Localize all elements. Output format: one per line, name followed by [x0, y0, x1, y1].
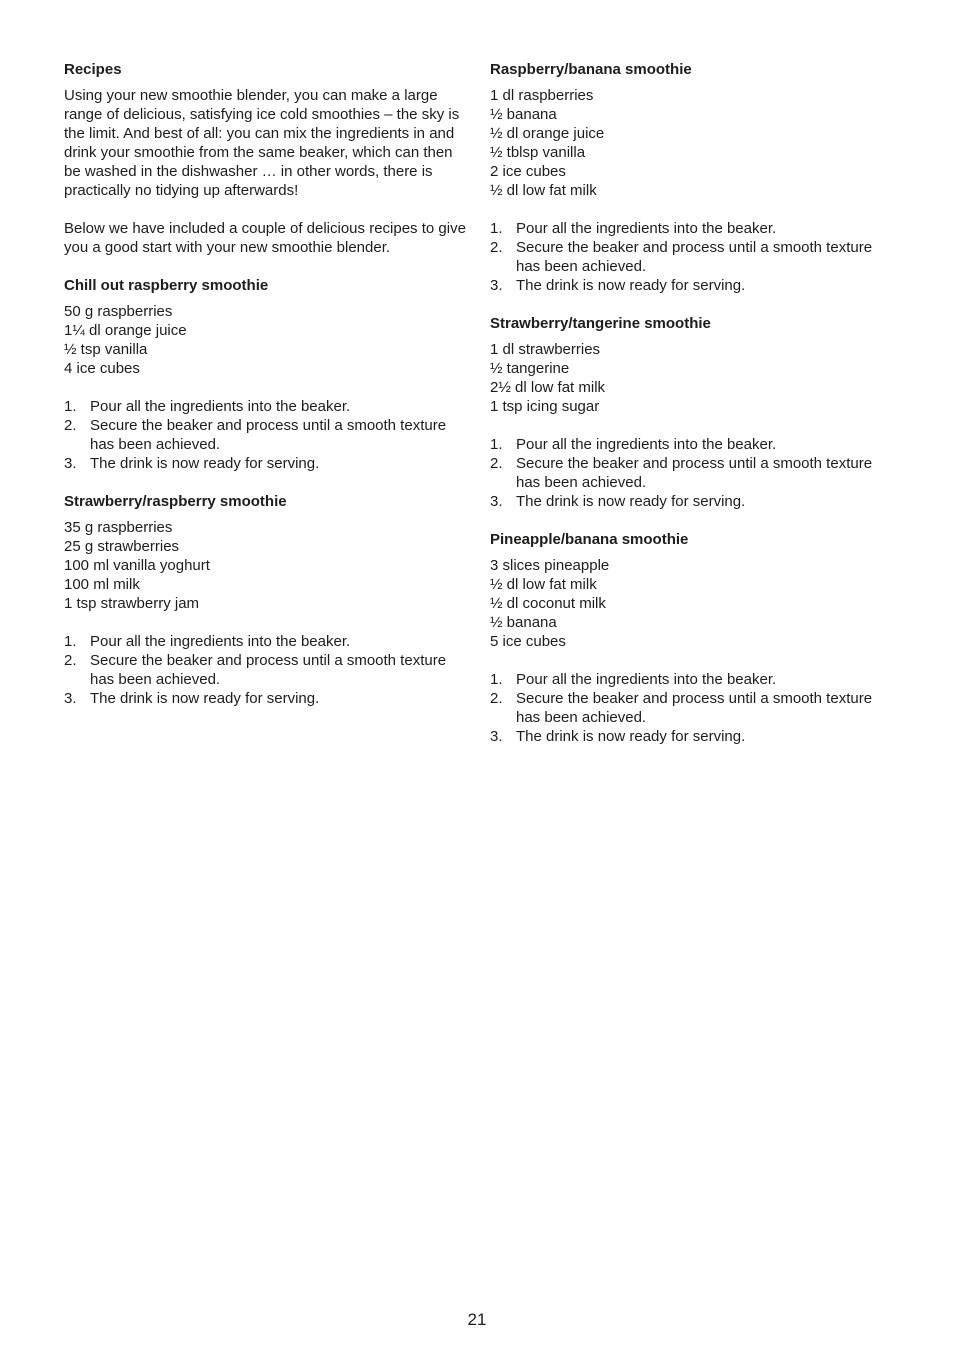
step-item [490, 727, 890, 746]
ingredient-item: 2 ice cubes [490, 163, 566, 180]
step-item [64, 632, 469, 651]
step-number: 2. [490, 455, 503, 472]
ingredient-item: ½ banana [490, 106, 557, 123]
recipe-strawberry-tangerine [490, 314, 890, 511]
intro-paragraph: Using your new smoothie blender, you can make a large range of delicious, satisfying ice cold smoothies – the sky is the limit. And best of all: you can mix the ingredients in and drink your smoothie from the same beaker, which can then be washed in the dishwasher … in other words, there is practically no tidying up afterwards! [64, 87, 460, 199]
ingredient-list [490, 340, 890, 416]
step-number: 2. [490, 690, 503, 707]
step-item [490, 689, 890, 727]
ingredient-list [490, 86, 890, 200]
step-number: 1. [490, 671, 503, 688]
ingredient-item: ½ dl orange juice [490, 125, 605, 142]
step-text: Secure the beaker and process until a smooth texture has been achieved. [516, 239, 873, 275]
step-item [64, 454, 469, 473]
step-item [490, 276, 890, 295]
step-text: Pour all the ingredients into the beaker. [90, 633, 351, 650]
step-text: Pour all the ingredients into the beaker. [516, 436, 777, 453]
step-number: 3. [490, 493, 503, 510]
step-item [490, 492, 890, 511]
step-number: 2. [64, 652, 77, 669]
step-text: Pour all the ingredients into the beaker. [516, 220, 777, 237]
step-text: Secure the beaker and process until a smooth texture has been achieved. [90, 417, 447, 453]
ingredient-list [64, 518, 469, 613]
ingredient-item: 1 dl raspberries [490, 87, 594, 104]
ingredient-item: ½ tsp vanilla [64, 341, 148, 358]
ingredient-item: 1¼ dl orange juice [64, 322, 187, 339]
recipe-pineapple-banana [490, 530, 890, 746]
step-number: 2. [64, 417, 77, 434]
recipe-title: Chill out raspberry smoothie [64, 277, 269, 294]
step-item [490, 670, 890, 689]
ingredient-item: 100 ml vanilla yoghurt [64, 557, 210, 574]
recipe-title: Strawberry/raspberry smoothie [64, 493, 287, 510]
recipe-title: Strawberry/tangerine smoothie [490, 315, 711, 332]
ingredient-item: 5 ice cubes [490, 633, 566, 650]
step-item [490, 435, 890, 454]
ingredient-item: 1 tsp strawberry jam [64, 595, 200, 612]
ingredient-item: ½ dl low fat milk [490, 576, 597, 593]
ingredient-item: 100 ml milk [64, 576, 140, 593]
step-number: 2. [490, 239, 503, 256]
step-list [64, 632, 469, 708]
step-text: The drink is now ready for serving. [516, 493, 746, 510]
ingredient-item: 25 g strawberries [64, 538, 180, 555]
step-list [64, 397, 469, 473]
ingredient-item: 1 tsp icing sugar [490, 398, 600, 415]
step-text: The drink is now ready for serving. [90, 455, 320, 472]
ingredient-item: 1 dl strawberries [490, 341, 601, 358]
step-number: 1. [490, 220, 503, 237]
step-text: Secure the beaker and process until a smooth texture has been achieved. [90, 652, 447, 688]
step-item [490, 454, 890, 492]
right-column [490, 60, 890, 765]
step-number: 1. [64, 633, 77, 650]
step-list [490, 670, 890, 746]
step-list [490, 219, 890, 295]
ingredient-item: ½ tangerine [490, 360, 570, 377]
step-number: 1. [490, 436, 503, 453]
ingredient-item: ½ dl low fat milk [490, 182, 597, 199]
left-column [64, 60, 469, 727]
step-item [64, 689, 469, 708]
step-text: Pour all the ingredients into the beaker. [516, 671, 777, 688]
step-item [64, 651, 469, 689]
recipe-chill-out-raspberry [64, 276, 469, 473]
step-text: Secure the beaker and process until a smooth texture has been achieved. [516, 455, 873, 491]
step-list [490, 435, 890, 511]
recipe-strawberry-raspberry [64, 492, 469, 708]
step-text: The drink is now ready for serving. [516, 728, 746, 745]
page-number: 21 [467, 1310, 487, 1329]
step-number: 3. [64, 690, 77, 707]
step-text: Pour all the ingredients into the beaker. [90, 398, 351, 415]
ingredient-item: 4 ice cubes [64, 360, 140, 377]
step-number: 3. [64, 455, 77, 472]
intro-section [64, 60, 469, 257]
step-number: 3. [490, 728, 503, 745]
step-number: 3. [490, 277, 503, 294]
step-item [490, 238, 890, 276]
intro-paragraph: Below we have included a couple of delicious recipes to give you a good start with your new smoothie blender. [64, 220, 466, 256]
intro-heading: Recipes [64, 61, 122, 78]
step-text: The drink is now ready for serving. [516, 277, 746, 294]
ingredient-item: 2½ dl low fat milk [490, 379, 606, 396]
recipe-title: Raspberry/banana smoothie [490, 61, 692, 78]
ingredient-item: 50 g raspberries [64, 303, 173, 320]
ingredient-item: 3 slices pineapple [490, 557, 610, 574]
step-item [490, 219, 890, 238]
recipe-title: Pineapple/banana smoothie [490, 531, 689, 548]
ingredient-list [490, 556, 890, 651]
ingredient-list [64, 302, 469, 378]
ingredient-item: ½ dl coconut milk [490, 595, 606, 612]
step-number: 1. [64, 398, 77, 415]
recipe-raspberry-banana [490, 60, 890, 295]
step-text: The drink is now ready for serving. [90, 690, 320, 707]
ingredient-item: ½ tblsp vanilla [490, 144, 586, 161]
ingredient-item: ½ banana [490, 614, 557, 631]
step-item [64, 416, 469, 454]
ingredient-item: 35 g raspberries [64, 519, 173, 536]
step-text: Secure the beaker and process until a smooth texture has been achieved. [516, 690, 873, 726]
step-item [64, 397, 469, 416]
